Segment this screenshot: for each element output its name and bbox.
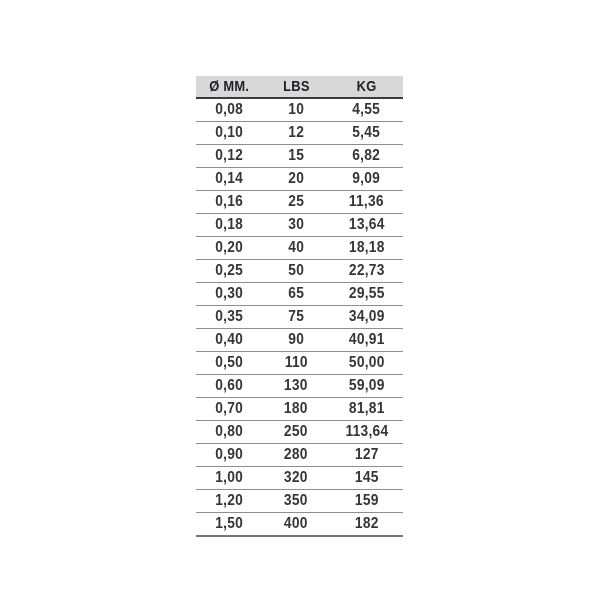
cell-kg bbox=[330, 122, 403, 145]
cell-lbs bbox=[262, 168, 330, 191]
cell-value: 0,20 bbox=[215, 239, 243, 256]
cell-diameter-mm bbox=[196, 191, 262, 214]
cell-diameter-mm bbox=[196, 122, 262, 145]
cell-value: 1,50 bbox=[215, 515, 243, 532]
cell-diameter-mm bbox=[196, 98, 262, 122]
cell-value: 34,09 bbox=[348, 308, 385, 325]
cell-diameter-mm bbox=[196, 283, 262, 306]
table-row bbox=[196, 191, 403, 214]
header-kg-label: KG bbox=[356, 78, 377, 95]
cell-value: 40 bbox=[288, 239, 304, 256]
cell-value: 110 bbox=[284, 354, 308, 371]
cell-value: 0,16 bbox=[215, 193, 243, 210]
cell-value: 9,09 bbox=[352, 170, 381, 187]
cell-value: 250 bbox=[284, 423, 308, 440]
cell-value: 5,45 bbox=[352, 124, 381, 141]
cell-diameter-mm bbox=[196, 375, 262, 398]
cell-value: 18,18 bbox=[348, 239, 385, 256]
cell-lbs bbox=[262, 398, 330, 421]
cell-diameter-mm bbox=[196, 513, 262, 537]
cell-value: 22,73 bbox=[348, 262, 385, 279]
header-lbs bbox=[262, 76, 330, 98]
cell-value: 81,81 bbox=[348, 400, 385, 417]
cell-kg bbox=[330, 168, 403, 191]
cell-value: 20 bbox=[288, 170, 304, 187]
cell-kg bbox=[330, 260, 403, 283]
cell-diameter-mm bbox=[196, 467, 262, 490]
conversion-table bbox=[196, 76, 403, 537]
cell-kg bbox=[330, 329, 403, 352]
cell-diameter-mm bbox=[196, 490, 262, 513]
cell-value: 350 bbox=[284, 492, 308, 509]
header-diameter-mm-label: Ø MM. bbox=[209, 78, 249, 95]
line-conversion-table bbox=[196, 76, 403, 537]
cell-value: 65 bbox=[288, 285, 304, 302]
cell-lbs bbox=[262, 260, 330, 283]
cell-kg bbox=[330, 398, 403, 421]
table-row bbox=[196, 122, 403, 145]
cell-value: 0,14 bbox=[215, 170, 243, 187]
table-row bbox=[196, 398, 403, 421]
cell-value: 25 bbox=[288, 193, 304, 210]
cell-kg bbox=[330, 145, 403, 168]
cell-kg bbox=[330, 98, 403, 122]
cell-diameter-mm bbox=[196, 237, 262, 260]
cell-lbs bbox=[262, 421, 330, 444]
cell-value: 320 bbox=[284, 469, 308, 486]
cell-lbs bbox=[262, 490, 330, 513]
cell-value: 40,91 bbox=[348, 331, 385, 348]
cell-value: 130 bbox=[284, 377, 308, 394]
cell-value: 0,10 bbox=[215, 124, 243, 141]
cell-lbs bbox=[262, 352, 330, 375]
cell-value: 29,55 bbox=[348, 285, 385, 302]
cell-value: 182 bbox=[354, 515, 379, 532]
cell-diameter-mm bbox=[196, 260, 262, 283]
cell-value: 1,00 bbox=[215, 469, 243, 486]
table-row bbox=[196, 98, 403, 122]
cell-kg bbox=[330, 191, 403, 214]
cell-value: 0,25 bbox=[215, 262, 243, 279]
cell-value: 180 bbox=[284, 400, 308, 417]
cell-diameter-mm bbox=[196, 421, 262, 444]
table-row bbox=[196, 214, 403, 237]
cell-diameter-mm bbox=[196, 352, 262, 375]
table-row bbox=[196, 283, 403, 306]
cell-value: 0,12 bbox=[215, 147, 243, 164]
cell-value: 15 bbox=[288, 147, 304, 164]
cell-value: 0,35 bbox=[215, 308, 243, 325]
table-row bbox=[196, 444, 403, 467]
cell-lbs bbox=[262, 122, 330, 145]
table-row bbox=[196, 421, 403, 444]
cell-kg bbox=[330, 283, 403, 306]
cell-value: 1,20 bbox=[215, 492, 243, 509]
cell-value: 0,80 bbox=[215, 423, 243, 440]
cell-lbs bbox=[262, 98, 330, 122]
table-row bbox=[196, 513, 403, 537]
table-row bbox=[196, 306, 403, 329]
table-row bbox=[196, 237, 403, 260]
header-lbs-label: LBS bbox=[282, 78, 310, 95]
cell-value: 0,70 bbox=[215, 400, 243, 417]
cell-lbs bbox=[262, 237, 330, 260]
cell-value: 13,64 bbox=[348, 216, 385, 233]
cell-kg bbox=[330, 214, 403, 237]
cell-value: 127 bbox=[354, 446, 379, 463]
header-kg bbox=[330, 76, 403, 98]
cell-lbs bbox=[262, 306, 330, 329]
cell-diameter-mm bbox=[196, 145, 262, 168]
cell-value: 12 bbox=[288, 124, 304, 141]
cell-diameter-mm bbox=[196, 329, 262, 352]
cell-value: 280 bbox=[284, 446, 308, 463]
cell-lbs bbox=[262, 513, 330, 537]
cell-lbs bbox=[262, 214, 330, 237]
cell-value: 50,00 bbox=[348, 354, 385, 371]
cell-kg bbox=[330, 421, 403, 444]
cell-value: 159 bbox=[354, 492, 379, 509]
cell-kg bbox=[330, 467, 403, 490]
cell-lbs bbox=[262, 191, 330, 214]
table-row bbox=[196, 467, 403, 490]
table-row bbox=[196, 375, 403, 398]
cell-value: 11,36 bbox=[349, 193, 384, 210]
table-row bbox=[196, 145, 403, 168]
cell-kg bbox=[330, 513, 403, 537]
table-row bbox=[196, 490, 403, 513]
cell-value: 113,64 bbox=[345, 423, 388, 440]
cell-kg bbox=[330, 237, 403, 260]
cell-value: 30 bbox=[288, 216, 304, 233]
cell-value: 0,90 bbox=[215, 446, 243, 463]
cell-value: 0,40 bbox=[215, 331, 243, 348]
table-body bbox=[196, 98, 403, 536]
table-header bbox=[196, 76, 403, 98]
cell-value: 10 bbox=[288, 101, 304, 118]
cell-kg bbox=[330, 375, 403, 398]
cell-kg bbox=[330, 306, 403, 329]
cell-value: 75 bbox=[288, 308, 304, 325]
header-row bbox=[196, 76, 403, 98]
cell-lbs bbox=[262, 283, 330, 306]
cell-value: 145 bbox=[354, 469, 379, 486]
cell-value: 0,60 bbox=[215, 377, 243, 394]
cell-diameter-mm bbox=[196, 306, 262, 329]
cell-diameter-mm bbox=[196, 168, 262, 191]
table-row bbox=[196, 329, 403, 352]
table-row bbox=[196, 168, 403, 191]
cell-kg bbox=[330, 444, 403, 467]
cell-kg bbox=[330, 352, 403, 375]
table-row bbox=[196, 352, 403, 375]
cell-lbs bbox=[262, 375, 330, 398]
header-diameter-mm bbox=[196, 76, 262, 98]
cell-diameter-mm bbox=[196, 398, 262, 421]
cell-value: 50 bbox=[288, 262, 304, 279]
cell-value: 0,08 bbox=[215, 101, 243, 118]
cell-value: 400 bbox=[284, 515, 308, 532]
cell-kg bbox=[330, 490, 403, 513]
cell-diameter-mm bbox=[196, 444, 262, 467]
cell-lbs bbox=[262, 329, 330, 352]
cell-value: 4,55 bbox=[352, 101, 381, 118]
table-row bbox=[196, 260, 403, 283]
cell-value: 0,50 bbox=[215, 354, 243, 371]
cell-value: 6,82 bbox=[352, 147, 381, 164]
cell-value: 59,09 bbox=[348, 377, 385, 394]
cell-diameter-mm bbox=[196, 214, 262, 237]
cell-lbs bbox=[262, 145, 330, 168]
cell-value: 0,18 bbox=[215, 216, 243, 233]
cell-value: 90 bbox=[288, 331, 304, 348]
cell-lbs bbox=[262, 444, 330, 467]
cell-value: 0,30 bbox=[215, 285, 243, 302]
cell-lbs bbox=[262, 467, 330, 490]
